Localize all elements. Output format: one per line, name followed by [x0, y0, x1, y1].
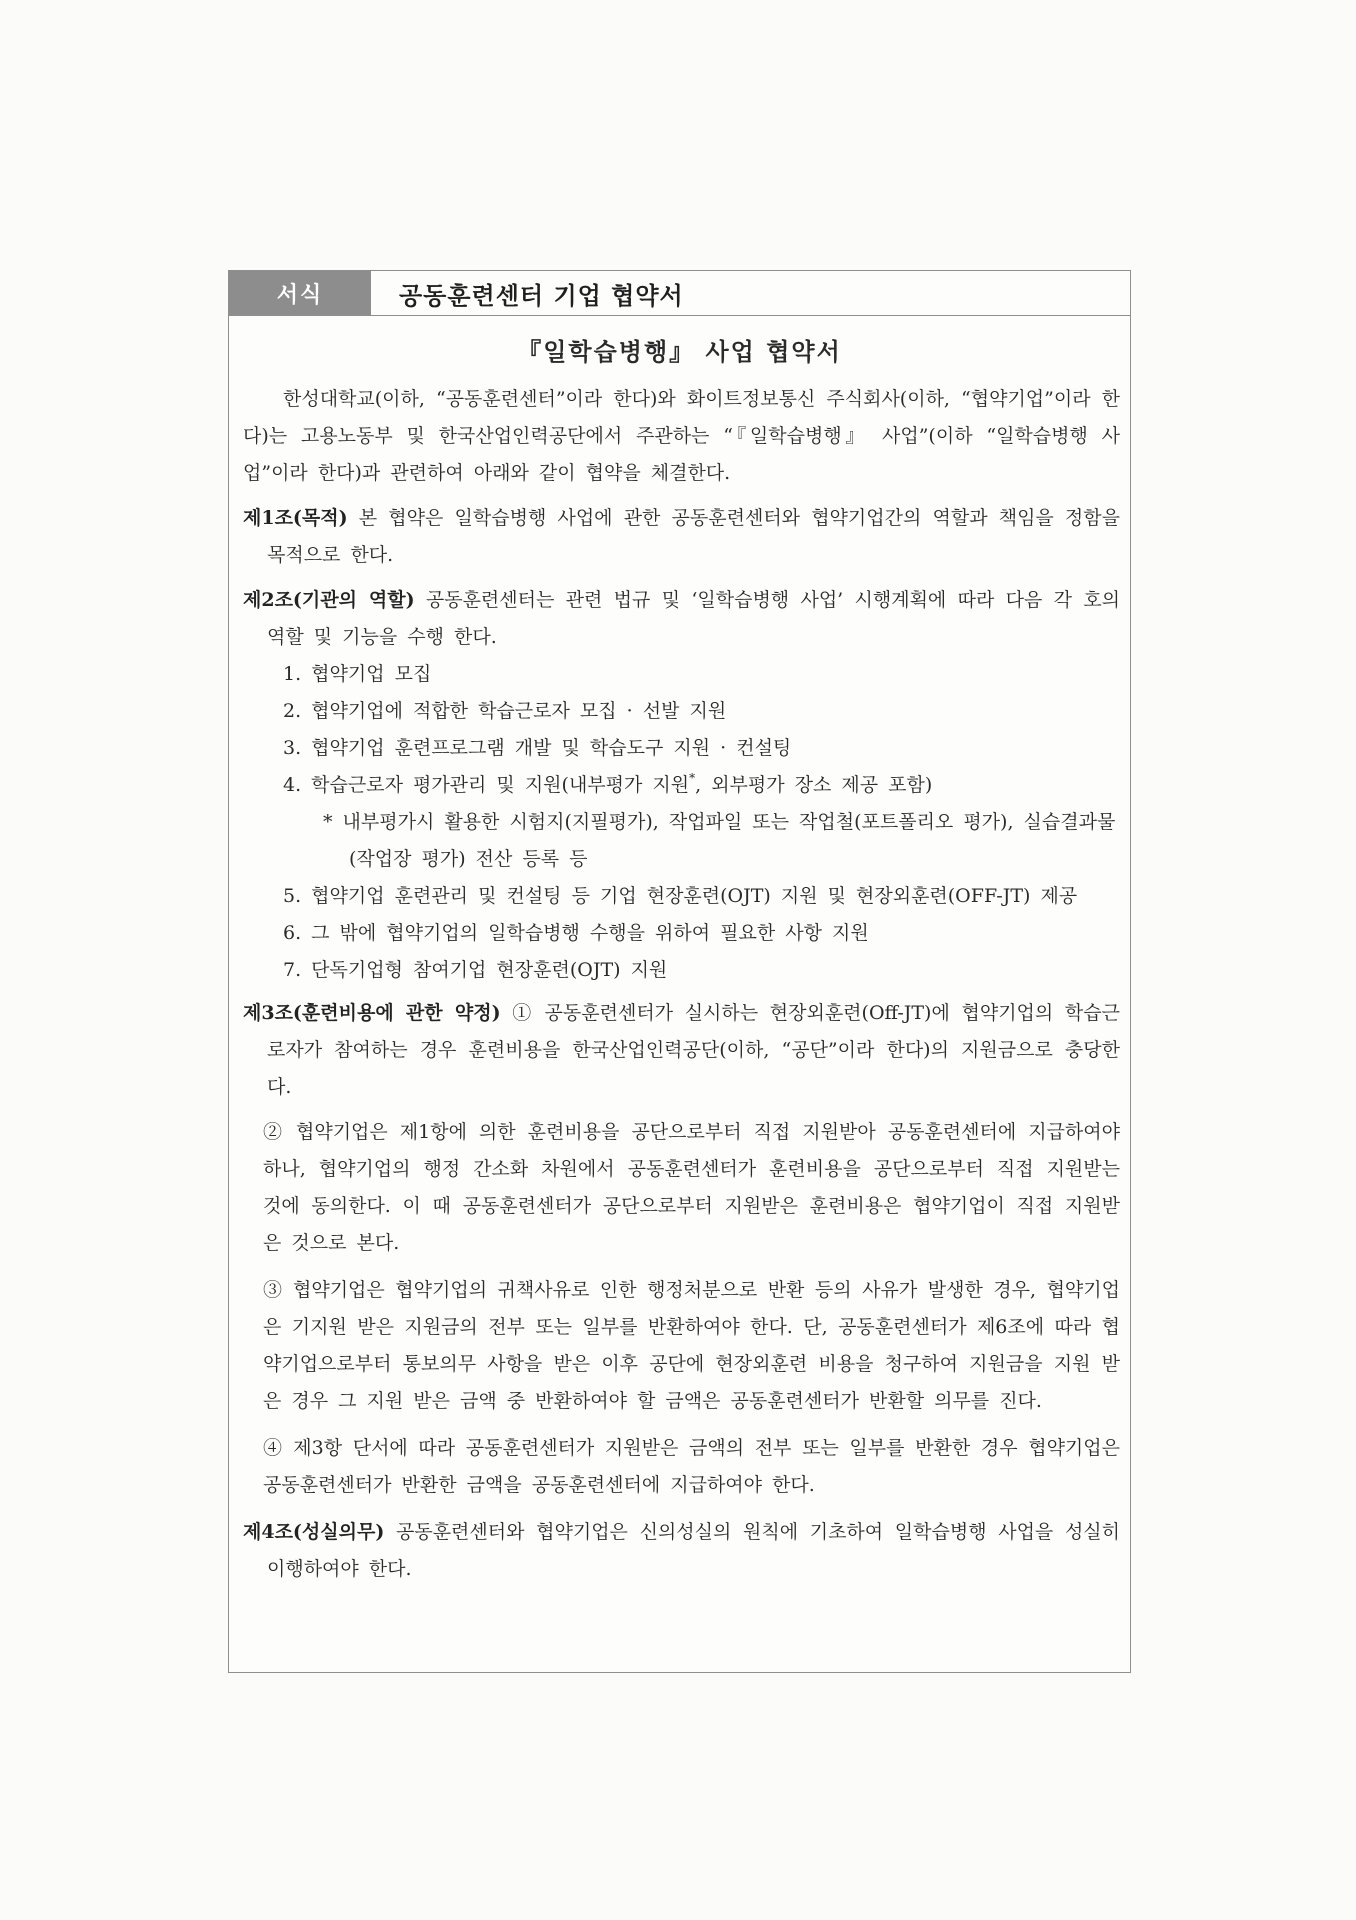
article-4-heading: 제4조(성실의무)	[243, 1521, 385, 1543]
list-item-text-tail: , 외부평가 장소 제공 포함)	[695, 774, 933, 796]
list-item: 5. 협약기업 훈련관리 및 컨설팅 등 기업 현장훈련(OJT) 지원 및 현장외훈련(OFF-JT) 제공	[283, 885, 1078, 907]
article-4-text: 공동훈련센터와 협약기업은 신의성실의 원칙에 기초하여 일학습병행 사업을 성실히 이행하여야 한다.	[267, 1521, 1121, 1580]
article-3-heading: 제3조(훈련비용에 관한 약정)	[243, 1002, 501, 1024]
article-1-heading: 제1조(목적)	[243, 507, 348, 529]
list-item: 6. 그 밖에 협약기업의 일학습병행 수행을 위하여 필요한 사항 지원	[283, 922, 869, 944]
article-2-text: 공동훈련센터는 관련 법규 및 ‘일학습병행 사업’ 시행계획에 따라 다음 각 호의 역할 및 기능을 수행 한다.	[267, 589, 1120, 648]
article-2-heading: 제2조(기관의 역할)	[243, 589, 415, 611]
list-item	[283, 767, 1120, 804]
list-item: 3. 협약기업 훈련프로그램 개발 및 학습도구 지원 · 컨설팅	[283, 737, 792, 759]
list-item-note: * 내부평가시 활용한 시험지(지필평가), 작업파일 또는 작업철(포트폴리오 평가), 실습결과물(작업장 평가) 전산 등록 등	[323, 811, 1116, 870]
agreement-form-frame	[228, 270, 1131, 1673]
list-item: 2. 협약기업에 적합한 학습근로자 모집 · 선발 지원	[283, 700, 727, 722]
article-1-text: 본 협약은 일학습병행 사업에 관한 공동훈련센터와 협약기업간의 역할과 책임을 정함을 목적으로 한다.	[267, 507, 1120, 566]
list-item-text: 4. 학습근로자 평가관리 및 지원(내부평가 지원	[283, 774, 690, 796]
article-2	[243, 582, 1120, 656]
document-title: 『일학습병행』 사업 협약서	[517, 338, 842, 366]
intro-paragraph: 한성대학교(이하, “공동훈련센터”이라 한다)와 화이트정보통신 주식회사(이하, “협약기업”이라 한다)는 고용노동부 및 한국산업인력공단에서 주관하는 “『일학습병행』 사업”(이하 “일학습병행 사업”이라 한다)과 관련하여 아래와 같이 협약을 체결한다.	[243, 388, 1120, 484]
list-item: 7. 단독기업형 참여기업 현장훈련(OJT) 지원	[283, 959, 668, 981]
document-body	[229, 381, 1130, 1588]
form-header	[229, 271, 1130, 316]
article-1	[243, 500, 1120, 574]
article-3-para-3: ③ 협약기업은 협약기업의 귀책사유로 인한 행정처분으로 반환 등의 사유가 발생한 경우, 협약기업은 기지원 받은 지원금의 전부 또는 일부를 반환하여야 한다. 단, 공동훈련센터가 제6조에 따라 협약기업으로부터 통보의무 사항을 받은 이후 공단에 현장외훈련 비용을 청구하여 지원금을 지원 받은 경우 그 지원 받은 금액 중 반환하여야 할 금액은 공동훈련센터가 반환할 의무를 진다.	[263, 1279, 1120, 1412]
article-3-para-2: ② 협약기업은 제1항에 의한 훈련비용을 공단으로부터 직접 지원받아 공동훈련센터에 지급하여야 하나, 협약기업의 행정 간소화 차원에서 공동훈련센터가 훈련비용을 공단으로부터 직접 지원받는 것에 동의한다. 이 때 공동훈련센터가 공단으로부터 지원받은 훈련비용은 협약기업이 직접 지원받은 것으로 본다.	[263, 1121, 1120, 1254]
footnote-marker: *	[689, 771, 696, 785]
article-3-para-1: ① 공동훈련센터가 실시하는 현장외훈련(Off-JT)에 협약기업의 학습근로자가 참여하는 경우 훈련비용을 한국산업인력공단(이하, “공단”이라 한다)의 지원금으로 충당한다.	[267, 1002, 1120, 1098]
article-2-item-list	[283, 656, 1120, 989]
article-3	[243, 995, 1120, 1106]
form-header-title: 공동훈련센터 기업 협약서	[399, 281, 684, 310]
article-3-para-4: ④ 제3항 단서에 따라 공동훈련센터가 지원받은 금액의 전부 또는 일부를 반환한 경우 협약기업은 공동훈련센터가 반환한 금액을 공동훈련센터에 지급하여야 한다.	[263, 1437, 1120, 1496]
list-item: 1. 협약기업 모집	[283, 663, 432, 685]
article-4	[243, 1514, 1120, 1588]
form-label-badge: 서식	[229, 271, 371, 315]
